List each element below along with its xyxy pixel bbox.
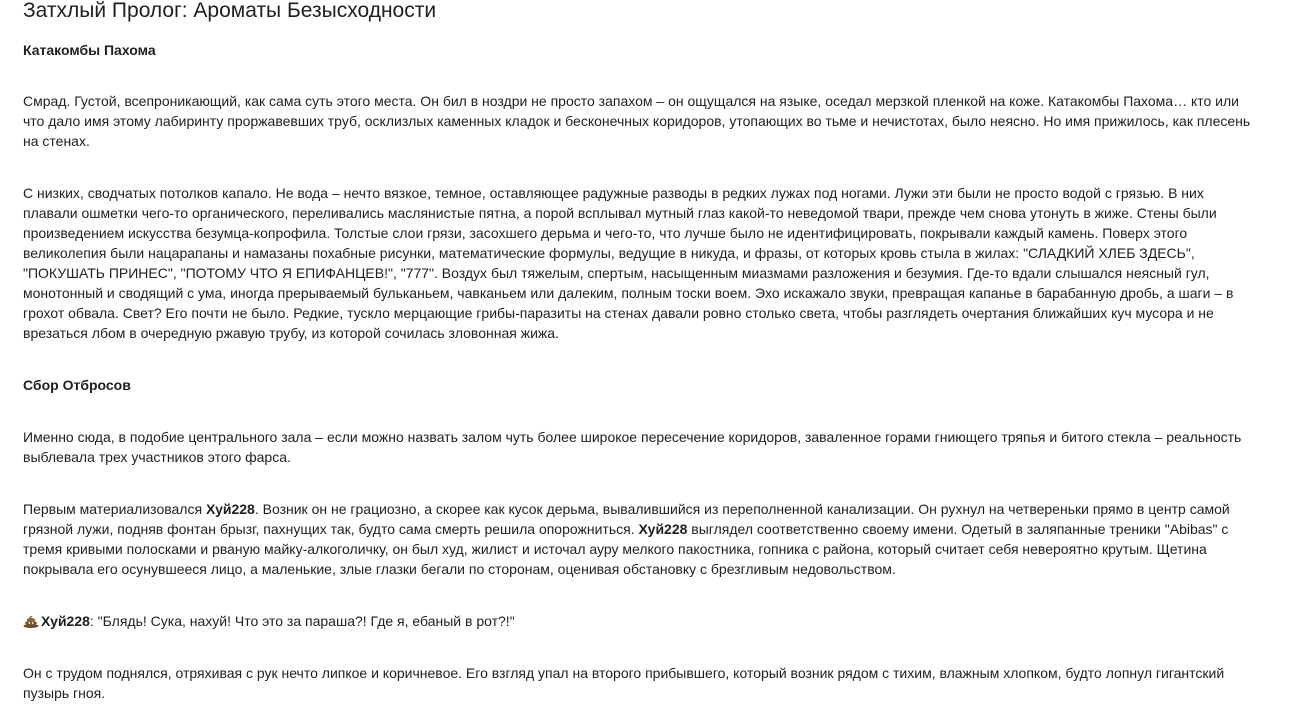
text-segment: . Возник он не грациозно, а скорее как кусок дерьма, вывалившийся из переполненной канализации. Он рухнул на четвереньки прямо в центр самой грязной лужи, подняв фонтан брызг, пахнущих так, будто сама смерть решила опорожниться. — [23, 501, 1230, 537]
section-heading-gathering: Сбор Отбросов — [23, 377, 131, 393]
document — [23, 0, 1263, 701]
paragraph-ceiling: С низких, сводчатых потолков капало. Не вода – нечто вязкое, темное, оставляющее радужные разводы в редких лужах под ногами. Лужи эти были не просто водой с грязью. В них плавали ошметки чего-то органического, переливались маслянистые пятна, а порой всплывал мутный глаз какой-то неведомой твари, прежде чем снова утонуть в жиже. Стены были произведением искусства безумца-копрофила. Толстые слои грязи, засохшего дерьма и чего-то, что лучше было не идентифицировать, покрывали каждый камень. Поверх этого великолепия были нацарапаны и намазаны похабные рисунки, математические формулы, ведущие в никуда, и фразы, от которых кровь стыла в жилах: "СЛАДКИЙ ХЛЕБ ЗДЕСЬ", "ПОКУШАТЬ ПРИНЕС", "ПОТОМУ ЧТО Я ЕПИФАНЦЕВ!", "777". Воздух был тяжелым, спертым, насыщенным миазмами разложения и безумия. Где-то вдали слышался неясный гул, монотонный и сводящий с ума, иногда прерываемый бульканьем, чавканьем или далеким, полным тоски воем. Эхо искажало звуки, превращая капанье в барабанную дробь, а шаги – в грохот обвала. Свет? Его почти не было. Редкие, тускло мерцающие грибы-паразиты на стенах давали ровно столько света, чтобы разглядеть очертания ближайших куч мусора и не врезаться лбом в очередную ржавую трубу, из которой сочилась зловонная жижа. — [23, 185, 1234, 341]
document-title: Затхлый Пролог: Ароматы Безысходности — [23, 0, 437, 22]
text-segment: выглядел соответственно своему имени. Одетый в заляпанные треники "Abibas" с тремя кривыми полосками и рваную майку-алкоголичку, он был худ, жилист и источал ауру мелкого пакостника, гопника с района, который считает себя невероятно крутым. Щетина покрывала его осунувшееся лицо, а маленькие, злые глазки бегали по сторонам, оценивая обстановку с брезгливым недовольством. — [23, 521, 1229, 577]
paragraph-getting-up: Он с трудом поднялся, отряхивая с рук нечто липкое и коричневое. Его взгляд упал на второго прибывшего, который возник рядом с тихим, влажным хлопком, будто лопнул гигантский пузырь гноя. — [23, 665, 1225, 701]
pile-of-poo-icon — [23, 613, 39, 627]
dialogue-text: : "Блядь! Сука, нахуй! Что это за параша?! Где я, ебаный в рот?!" — [89, 613, 515, 629]
character-name: Хуй228 — [41, 613, 90, 629]
dialogue-line — [23, 611, 1255, 631]
paragraph-central-hall: Именно сюда, в подобие центрального зала – если можно назвать залом чуть более широкое пересечение коридоров, заваленное горами гниющего тряпья и битого стекла – реальность выблевала трех участников этого фарса. — [23, 429, 1242, 465]
character-name: Хуй228 — [638, 521, 688, 537]
paragraph-first-arrival — [23, 499, 1255, 579]
character-name: Хуй228 — [205, 501, 255, 517]
section-heading-catacombs: Катакомбы Пахома — [23, 42, 156, 58]
paragraph-stench: Смрад. Густой, всепроникающий, как сама суть этого места. Он бил в ноздри не просто запахом – он ощущался на языке, оседал мерзкой пленкой на коже. Катакомбы Пахома… кто или что дало имя этому лабиринту проржавевших труб, осклизлых каменных кладок и бесконечных коридоров, утопающих во тьме и нечистотах, было неясно. Но имя прижилось, как плесень на стенах. — [23, 93, 1251, 149]
text-segment: Первым материализовался — [23, 501, 206, 517]
